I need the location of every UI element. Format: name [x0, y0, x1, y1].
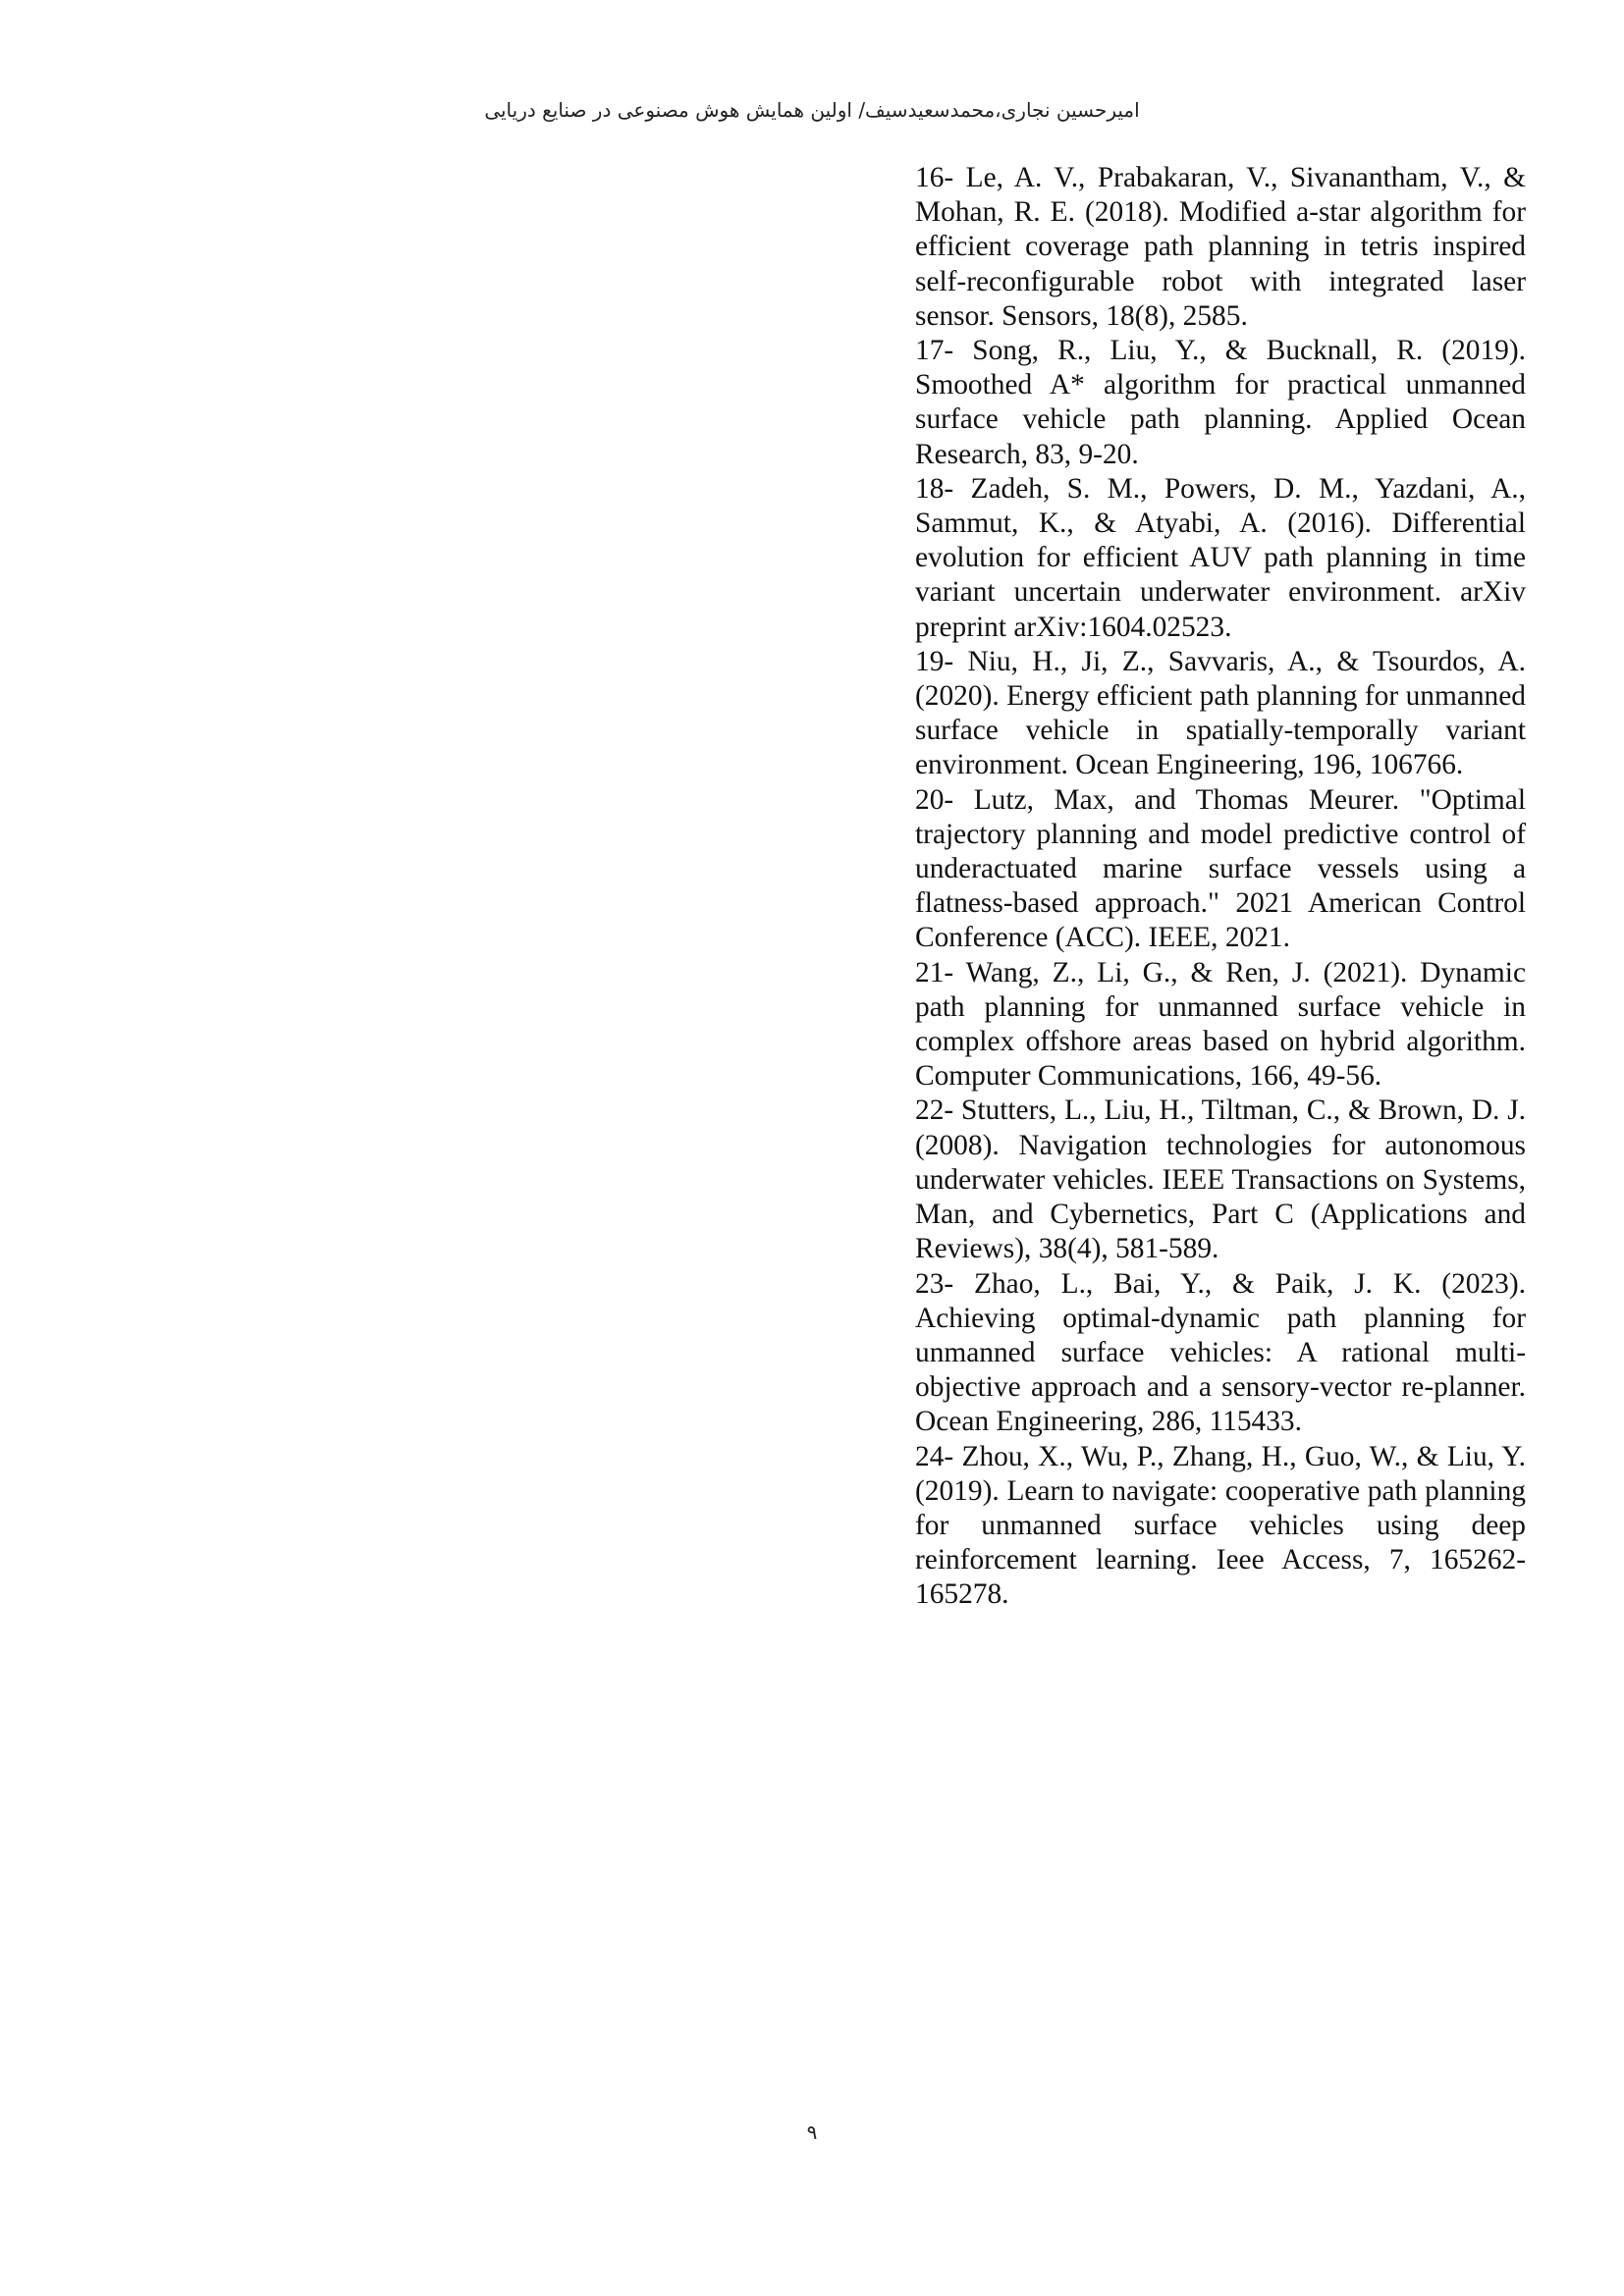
reference-item-21: 21- Wang, Z., Li, G., & Ren, J. (2021). Dynamic path planning for unmanned surface vehicle in complex offshore areas based on hybrid algorithm. Computer Communications, 166, 49-56. [915, 956, 1526, 1093]
reference-item-23: 23- Zhao, L., Bai, Y., & Paik, J. K. (2023). Achieving optimal-dynamic path planning for unmanned surface vehicles: A rational multi-objective approach and a sensory-vector re-planner. Ocean Engineering, 286, 115433. [915, 1267, 1526, 1438]
reference-item-22: 22- Stutters, L., Liu, H., Tiltman, C., & Brown, D. J. (2008). Navigation technologies for autonomous underwater vehicles. IEEE Transactions on Systems, Man, and Cybernetics, Part C (Applications and Reviews), 38(4), 581-589. [915, 1095, 1526, 1265]
reference-item-24: 24- Zhou, X., Wu, P., Zhang, H., Guo, W., & Liu, Y. (2019). Learn to navigate: cooperative path planning for unmanned surface vehicles using deep reinforcement learning. Ieee Access, 7, 165262-165278. [915, 1440, 1526, 1611]
reference-item-19: 19- Niu, H., Ji, Z., Savvaris, A., & Tsourdos, A. (2020). Energy efficient path planning for unmanned surface vehicle in spatially-temporally variant environment. Ocean Engineering, 196, 106766. [915, 645, 1526, 781]
reference-item-20: 20- Lutz, Max, and Thomas Meurer. "Optimal trajectory planning and model predictive control of underactuated marine surface vessels using a flatness-based approach." 2021 American Control Conference (ACC). IEEE, 2021. [915, 783, 1526, 954]
page-number: ۹ [806, 2120, 818, 2144]
reference-list [915, 161, 1526, 1613]
reference-item-16: 16- Le, A. V., Prabakaran, V., Sivanantham, V., & Mohan, R. E. (2018). Modified a-star algorithm for efficient coverage path planning in tetris inspired self-reconfigurable robot with integrated laser sensor. Sensors, 18(8), 2585. [915, 162, 1526, 332]
reference-item-18: 18- Zadeh, S. M., Powers, D. M., Yazdani, A., Sammut, K., & Atyabi, A. (2016). Differential evolution for efficient AUV path planning in time variant uncertain underwater environment. arXiv preprint arXiv:1604.02523. [915, 472, 1526, 643]
running-header: امیرحسین نجاری،محمدسعیدسیف/ اولین همایش هوش مصنوعی در صنایع دریایی [484, 98, 1140, 122]
reference-item-17: 17- Song, R., Liu, Y., & Bucknall, R. (2019). Smoothed A* algorithm for practical unmanned surface vehicle path planning. Applied Ocean Research, 83, 9-20. [915, 335, 1526, 470]
